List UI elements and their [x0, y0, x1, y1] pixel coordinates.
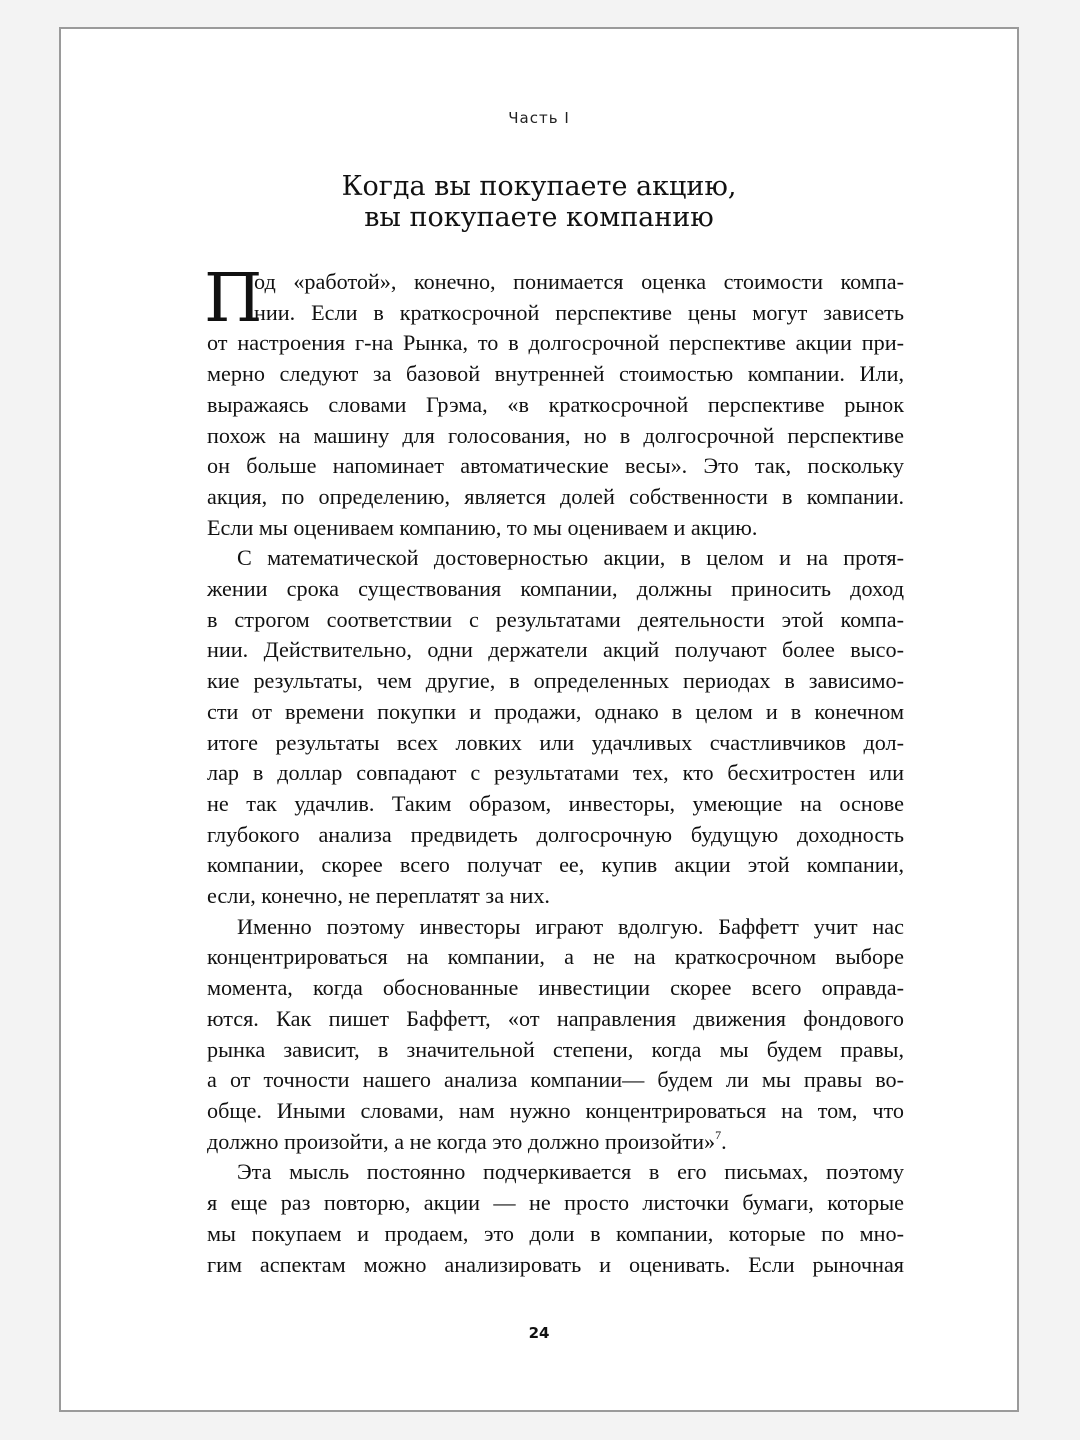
text-line: Именно поэтому инвесторы играют вдолгую. Баффетт учит нас — [237, 913, 904, 939]
text-line: момента, когда обоснованные инвестиции скорее всего оправда- — [207, 975, 904, 1001]
drop-cap: П — [204, 259, 263, 337]
paragraph-2 — [207, 543, 904, 911]
text-line: кие результаты, чем другие, в определенных периодах в зависимо- — [207, 668, 904, 694]
text-line: сти от времени покупки и продажи, однако в целом и в конечном — [207, 698, 904, 724]
text-line — [207, 1127, 904, 1158]
text-line: в строгом соответствии с результатами деятельности этой компа- — [207, 606, 904, 632]
text-line: он больше напоминает автоматические весы». Это так, поскольку — [207, 453, 904, 479]
text-line: глубокого анализа предвидеть долгосрочную будущую доходность — [207, 821, 904, 847]
text-line: С математической достоверностью акции, в целом и на протя- — [237, 545, 904, 571]
paragraph-4 — [207, 1157, 904, 1280]
page-number: 24 — [528, 1324, 550, 1342]
text-line: жении срока существования компании, должны приносить доход — [207, 576, 904, 602]
text-line-end: . — [721, 1128, 727, 1154]
text-line: нии. Если в краткосрочной перспективе цены могут зависеть — [254, 299, 904, 325]
paragraph-3 — [207, 912, 904, 1158]
text-line: ются. Как пишет Баффетт, «от направления движения фондового — [207, 1005, 904, 1031]
text-line: концентрироваться на компании, а не на краткосрочном выборе — [207, 944, 904, 970]
text-line: од «работой», конечно, понимается оценка стоимости компа- — [254, 269, 904, 294]
text-line: гим аспектам можно анализировать и оценивать. Если рыночная — [207, 1251, 904, 1277]
text-line: Если мы оцениваем компанию, то мы оцениваем и акцию. — [207, 514, 758, 540]
chapter-title-line-2: вы покупаете компанию — [364, 202, 714, 233]
text-line: рынка зависит, в значительной степени, когда мы будем правы, — [207, 1036, 904, 1062]
paragraph-1 — [204, 259, 904, 543]
text-line: мы покупаем и продаем, это доли в компании, которые по мно- — [207, 1220, 904, 1246]
text-line: а от точности нашего анализа компании— будем ли мы правы во- — [207, 1067, 904, 1093]
text-line: от настроения г-на Рынка, то в долгосрочной перспективе акции при- — [207, 330, 904, 356]
text-line: я еще раз повторю, акции — не просто листочки бумаги, которые — [207, 1190, 904, 1216]
text-line: компании, скорее всего получат ее, купив акции этой компании, — [207, 852, 904, 878]
text-line: лар в доллар совпадают с результатами тех, кто бесхитростен или — [207, 760, 904, 786]
text-line-content: должно произойти, а не когда это должно произойти» — [207, 1128, 716, 1154]
body-text — [204, 259, 904, 1280]
text-line: обще. Иными словами, нам нужно концентрироваться на том, что — [207, 1097, 904, 1123]
text-line: не так удачлив. Таким образом, инвесторы, умеющие на основе — [207, 790, 904, 816]
text-line: акция, по определению, является долей собственности в компании. — [207, 483, 904, 509]
chapter-title-line-1: Когда вы покупаете акцию, — [341, 171, 737, 202]
text-line: выражаясь словами Грэма, «в краткосрочной перспективе рынок — [207, 391, 904, 417]
text-line: если, конечно, не переплатят за них. — [207, 883, 550, 909]
running-head: Часть I — [508, 109, 570, 127]
text-line: Эта мысль постоянно подчеркивается в его письмах, поэтому — [237, 1159, 904, 1185]
footnote-mark[interactable]: 7 — [715, 1127, 722, 1142]
text-line: похож на машину для голосования, но в долгосрочной перспективе — [207, 422, 904, 448]
text-line: нии. Действительно, одни держатели акций получают более высо- — [207, 637, 904, 663]
text-line: итоге результаты всех ловких или удачливых счастливчиков дол- — [207, 729, 904, 755]
text-line: мерно следуют за базовой внутренней стоимостью компании. Или, — [207, 361, 904, 387]
book-page — [59, 27, 1019, 1412]
chapter-title — [61, 171, 1017, 233]
